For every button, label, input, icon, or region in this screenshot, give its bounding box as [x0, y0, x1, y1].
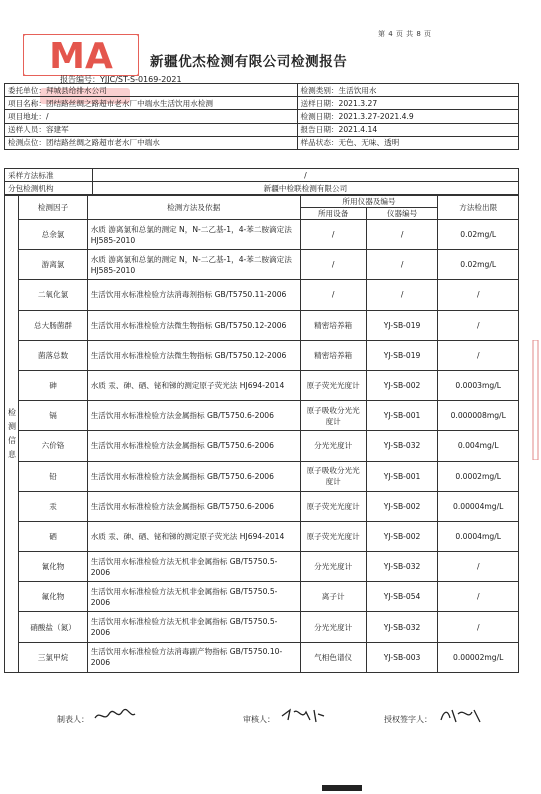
project-cell: 项目名称：团结路丝绸之路超市老水厂中端水生活饮用水检测 — [5, 97, 298, 110]
address-value: / — [45, 111, 49, 121]
table-row — [5, 340, 519, 370]
table-row — [5, 280, 519, 310]
info-table — [4, 83, 519, 150]
limit-cell: 0.00002mg/L — [438, 642, 519, 672]
table-row — [5, 491, 519, 521]
instrument-cell: YJ-SB-032 — [366, 431, 438, 461]
test-date-cell: 检测日期：2021.3.27-2021.4.9 — [297, 110, 518, 123]
test-date-value: 2021.3.27-2021.4.9 — [338, 111, 414, 121]
table-row — [5, 461, 519, 491]
page-number: 第 4 页 共 8 页 — [378, 30, 432, 38]
limit-cell: 0.004mg/L — [438, 431, 519, 461]
instrument-cell: YJ-SB-001 — [366, 461, 438, 491]
seal-edge-stripe — [531, 340, 541, 460]
equipment-cell: 精密培养箱 — [300, 310, 366, 340]
footer-mark — [322, 785, 362, 791]
limit-cell: / — [438, 612, 519, 642]
instrument-cell: YJ-SB-002 — [366, 370, 438, 400]
method-cell: 生活饮用水标准检验方法无机非金属指标 GB/T5750.5-2006 — [87, 552, 300, 582]
side-label: 检 测 信 息 — [5, 196, 19, 673]
header-instrument-group: 所用仪器及编号 — [300, 196, 438, 208]
method-cell: 水质 汞、砷、硒、铋和锑的测定原子荧光法 HJ694-2014 — [87, 370, 300, 400]
sampling-std-label: 采样方法标准 — [5, 169, 93, 182]
table-row — [5, 552, 519, 582]
factor-cell: 游离氯 — [19, 250, 87, 280]
send-date-value: 2021.3.27 — [338, 98, 378, 108]
sample-state-cell: 样品状态：无色、无味、透明 — [297, 136, 518, 149]
factor-cell: 氟化物 — [19, 582, 87, 612]
logo-text: MA — [49, 36, 113, 76]
limit-cell: 0.0004mg/L — [438, 521, 519, 551]
limit-cell: / — [438, 582, 519, 612]
sampling-std-value: / — [92, 169, 518, 182]
factor-cell: 菌落总数 — [19, 340, 87, 370]
limit-cell: 0.0002mg/L — [438, 461, 519, 491]
method-cell: 水质 汞、砷、硒、铋和锑的测定原子荧光法 HJ694-2014 — [87, 521, 300, 551]
method-cell: 生活饮用水标准检验方法消毒剂指标 GB/T5750.11-2006 — [87, 280, 300, 310]
method-cell: 生活饮用水标准检验方法金属指标 GB/T5750.6-2006 — [87, 431, 300, 461]
reviewer-signature — [280, 706, 326, 724]
sender-cell: 送样人员：容建军 — [5, 123, 298, 136]
table-row — [5, 431, 519, 461]
category-cell: 检测类别：生活饮用水 — [297, 84, 518, 97]
instrument-cell: YJ-SB-003 — [366, 642, 438, 672]
limit-cell: 0.000008mg/L — [438, 401, 519, 431]
header-equipment: 所用设备 — [300, 208, 366, 220]
table-row — [5, 310, 519, 340]
approver-signature — [438, 706, 484, 724]
reviewer-label: 审核人： — [243, 715, 275, 724]
report-number-value: YJJC/ST-S-0169-2021 — [100, 75, 182, 84]
send-date-cell: 送样日期：2021.3.27 — [297, 97, 518, 110]
instrument-cell: YJ-SB-002 — [366, 491, 438, 521]
instrument-cell: YJ-SB-002 — [366, 521, 438, 551]
factor-cell: 砷 — [19, 370, 87, 400]
limit-cell: / — [438, 340, 519, 370]
approver-label: 授权签字人： — [384, 715, 432, 724]
limit-cell: / — [438, 310, 519, 340]
equipment-cell: 分光光度计 — [300, 431, 366, 461]
address-cell: 项目地址：/ — [5, 110, 298, 123]
project-value: 团结路丝绸之路超市老水厂中端水生活饮用水检测 — [45, 98, 214, 108]
limit-cell: 0.02mg/L — [438, 250, 519, 280]
category-value: 生活饮用水 — [338, 85, 377, 95]
table-row — [5, 642, 519, 672]
client-value: 拜城县给排水公司 — [45, 85, 107, 95]
limit-cell: 0.0003mg/L — [438, 370, 519, 400]
factor-cell: 六价铬 — [19, 431, 87, 461]
report-date-cell: 报告日期：2021.4.14 — [297, 123, 518, 136]
standard-table — [4, 168, 519, 195]
point-cell: 检测点位：团结路丝绸之路超市老水厂中端水 — [5, 136, 298, 149]
limit-cell: / — [438, 552, 519, 582]
table-row — [5, 370, 519, 400]
table-row — [5, 250, 519, 280]
table-row — [5, 582, 519, 612]
equipment-cell: 原子荧光光度计 — [300, 491, 366, 521]
factor-cell: 总大肠菌群 — [19, 310, 87, 340]
instrument-cell: / — [366, 220, 438, 250]
limit-cell: 0.00004mg/L — [438, 491, 519, 521]
instrument-cell: / — [366, 250, 438, 280]
method-cell: 生活饮用水标准检验方法消毒副产物指标 GB/T5750.10-2006 — [87, 642, 300, 672]
header-limit: 方法检出限 — [438, 196, 519, 220]
equipment-cell: 气相色谱仪 — [300, 642, 366, 672]
factor-cell: 硒 — [19, 521, 87, 551]
method-cell: 生活饮用水标准检验方法微生物指标 GB/T5750.12-2006 — [87, 310, 300, 340]
factor-cell: 三氯甲烷 — [19, 642, 87, 672]
equipment-cell: 原子吸收分光光度计 — [300, 461, 366, 491]
maker-signature — [92, 706, 138, 724]
method-cell: 生活饮用水标准检验方法金属指标 GB/T5750.6-2006 — [87, 401, 300, 431]
factor-cell: 氰化物 — [19, 552, 87, 582]
header-instrument-no: 仪器编号 — [366, 208, 438, 220]
instrument-cell: / — [366, 280, 438, 310]
factor-cell: 汞 — [19, 491, 87, 521]
factor-cell: 硝酸盐（氮） — [19, 612, 87, 642]
header-factor: 检测因子 — [19, 196, 87, 220]
factor-cell: 总余氯 — [19, 220, 87, 250]
method-cell: 水质 游离氯和总氯的测定 N，N-二乙基-1，4-苯二胺滴定法 HJ585-2010 — [87, 250, 300, 280]
equipment-cell: 原子荧光光度计 — [300, 370, 366, 400]
table-row — [5, 220, 519, 250]
subcontract-value: 新疆中检联检测有限公司 — [92, 182, 518, 195]
header-method: 检测方法及依据 — [87, 196, 300, 220]
equipment-cell: 分光光度计 — [300, 552, 366, 582]
limit-cell: 0.02mg/L — [438, 220, 519, 250]
equipment-cell: 离子计 — [300, 582, 366, 612]
cma-logo — [23, 34, 139, 76]
subcontract-label: 分包检测机构 — [5, 182, 93, 195]
equipment-cell: 分光光度计 — [300, 612, 366, 642]
table-row — [5, 521, 519, 551]
table-row — [5, 612, 519, 642]
report-date-value: 2021.4.14 — [338, 125, 378, 135]
factor-cell: 镉 — [19, 401, 87, 431]
equipment-cell: / — [300, 280, 366, 310]
method-cell: 生活饮用水标准检验方法无机非金属指标 GB/T5750.5-2006 — [87, 612, 300, 642]
point-value: 团结路丝绸之路超市老水厂中端水 — [45, 138, 160, 148]
client-cell: 委托单位：拜城县给排水公司 — [5, 84, 298, 97]
method-cell: 生活饮用水标准检验方法金属指标 GB/T5750.6-2006 — [87, 491, 300, 521]
instrument-cell: YJ-SB-019 — [366, 340, 438, 370]
method-cell: 水质 游离氯和总氯的测定 N，N-二乙基-1，4-苯二胺滴定法 HJ585-2010 — [87, 220, 300, 250]
equipment-cell: 精密培养箱 — [300, 340, 366, 370]
table-row — [5, 401, 519, 431]
sender-value: 容建军 — [45, 125, 69, 135]
equipment-cell: 原子吸收分光光度计 — [300, 401, 366, 431]
factor-cell: 二氧化氯 — [19, 280, 87, 310]
instrument-cell: YJ-SB-054 — [366, 582, 438, 612]
method-cell: 生活饮用水标准检验方法金属指标 GB/T5750.6-2006 — [87, 461, 300, 491]
method-cell: 生活饮用水标准检验方法无机非金属指标 GB/T5750.5-2006 — [87, 582, 300, 612]
instrument-cell: YJ-SB-032 — [366, 552, 438, 582]
method-cell: 生活饮用水标准检验方法微生物指标 GB/T5750.12-2006 — [87, 340, 300, 370]
maker-label: 制表人： — [57, 715, 89, 724]
instrument-cell: YJ-SB-019 — [366, 310, 438, 340]
limit-cell: / — [438, 280, 519, 310]
report-number-label: 报告编号： — [60, 75, 100, 84]
report-title: 新疆优杰检测有限公司检测报告 — [150, 54, 348, 70]
instrument-cell: YJ-SB-032 — [366, 612, 438, 642]
method-table — [4, 195, 519, 673]
equipment-cell: / — [300, 250, 366, 280]
sample-state-value: 无色、无味、透明 — [338, 138, 400, 148]
equipment-cell: 原子荧光光度计 — [300, 521, 366, 551]
factor-cell: 铅 — [19, 461, 87, 491]
equipment-cell: / — [300, 220, 366, 250]
instrument-cell: YJ-SB-001 — [366, 401, 438, 431]
